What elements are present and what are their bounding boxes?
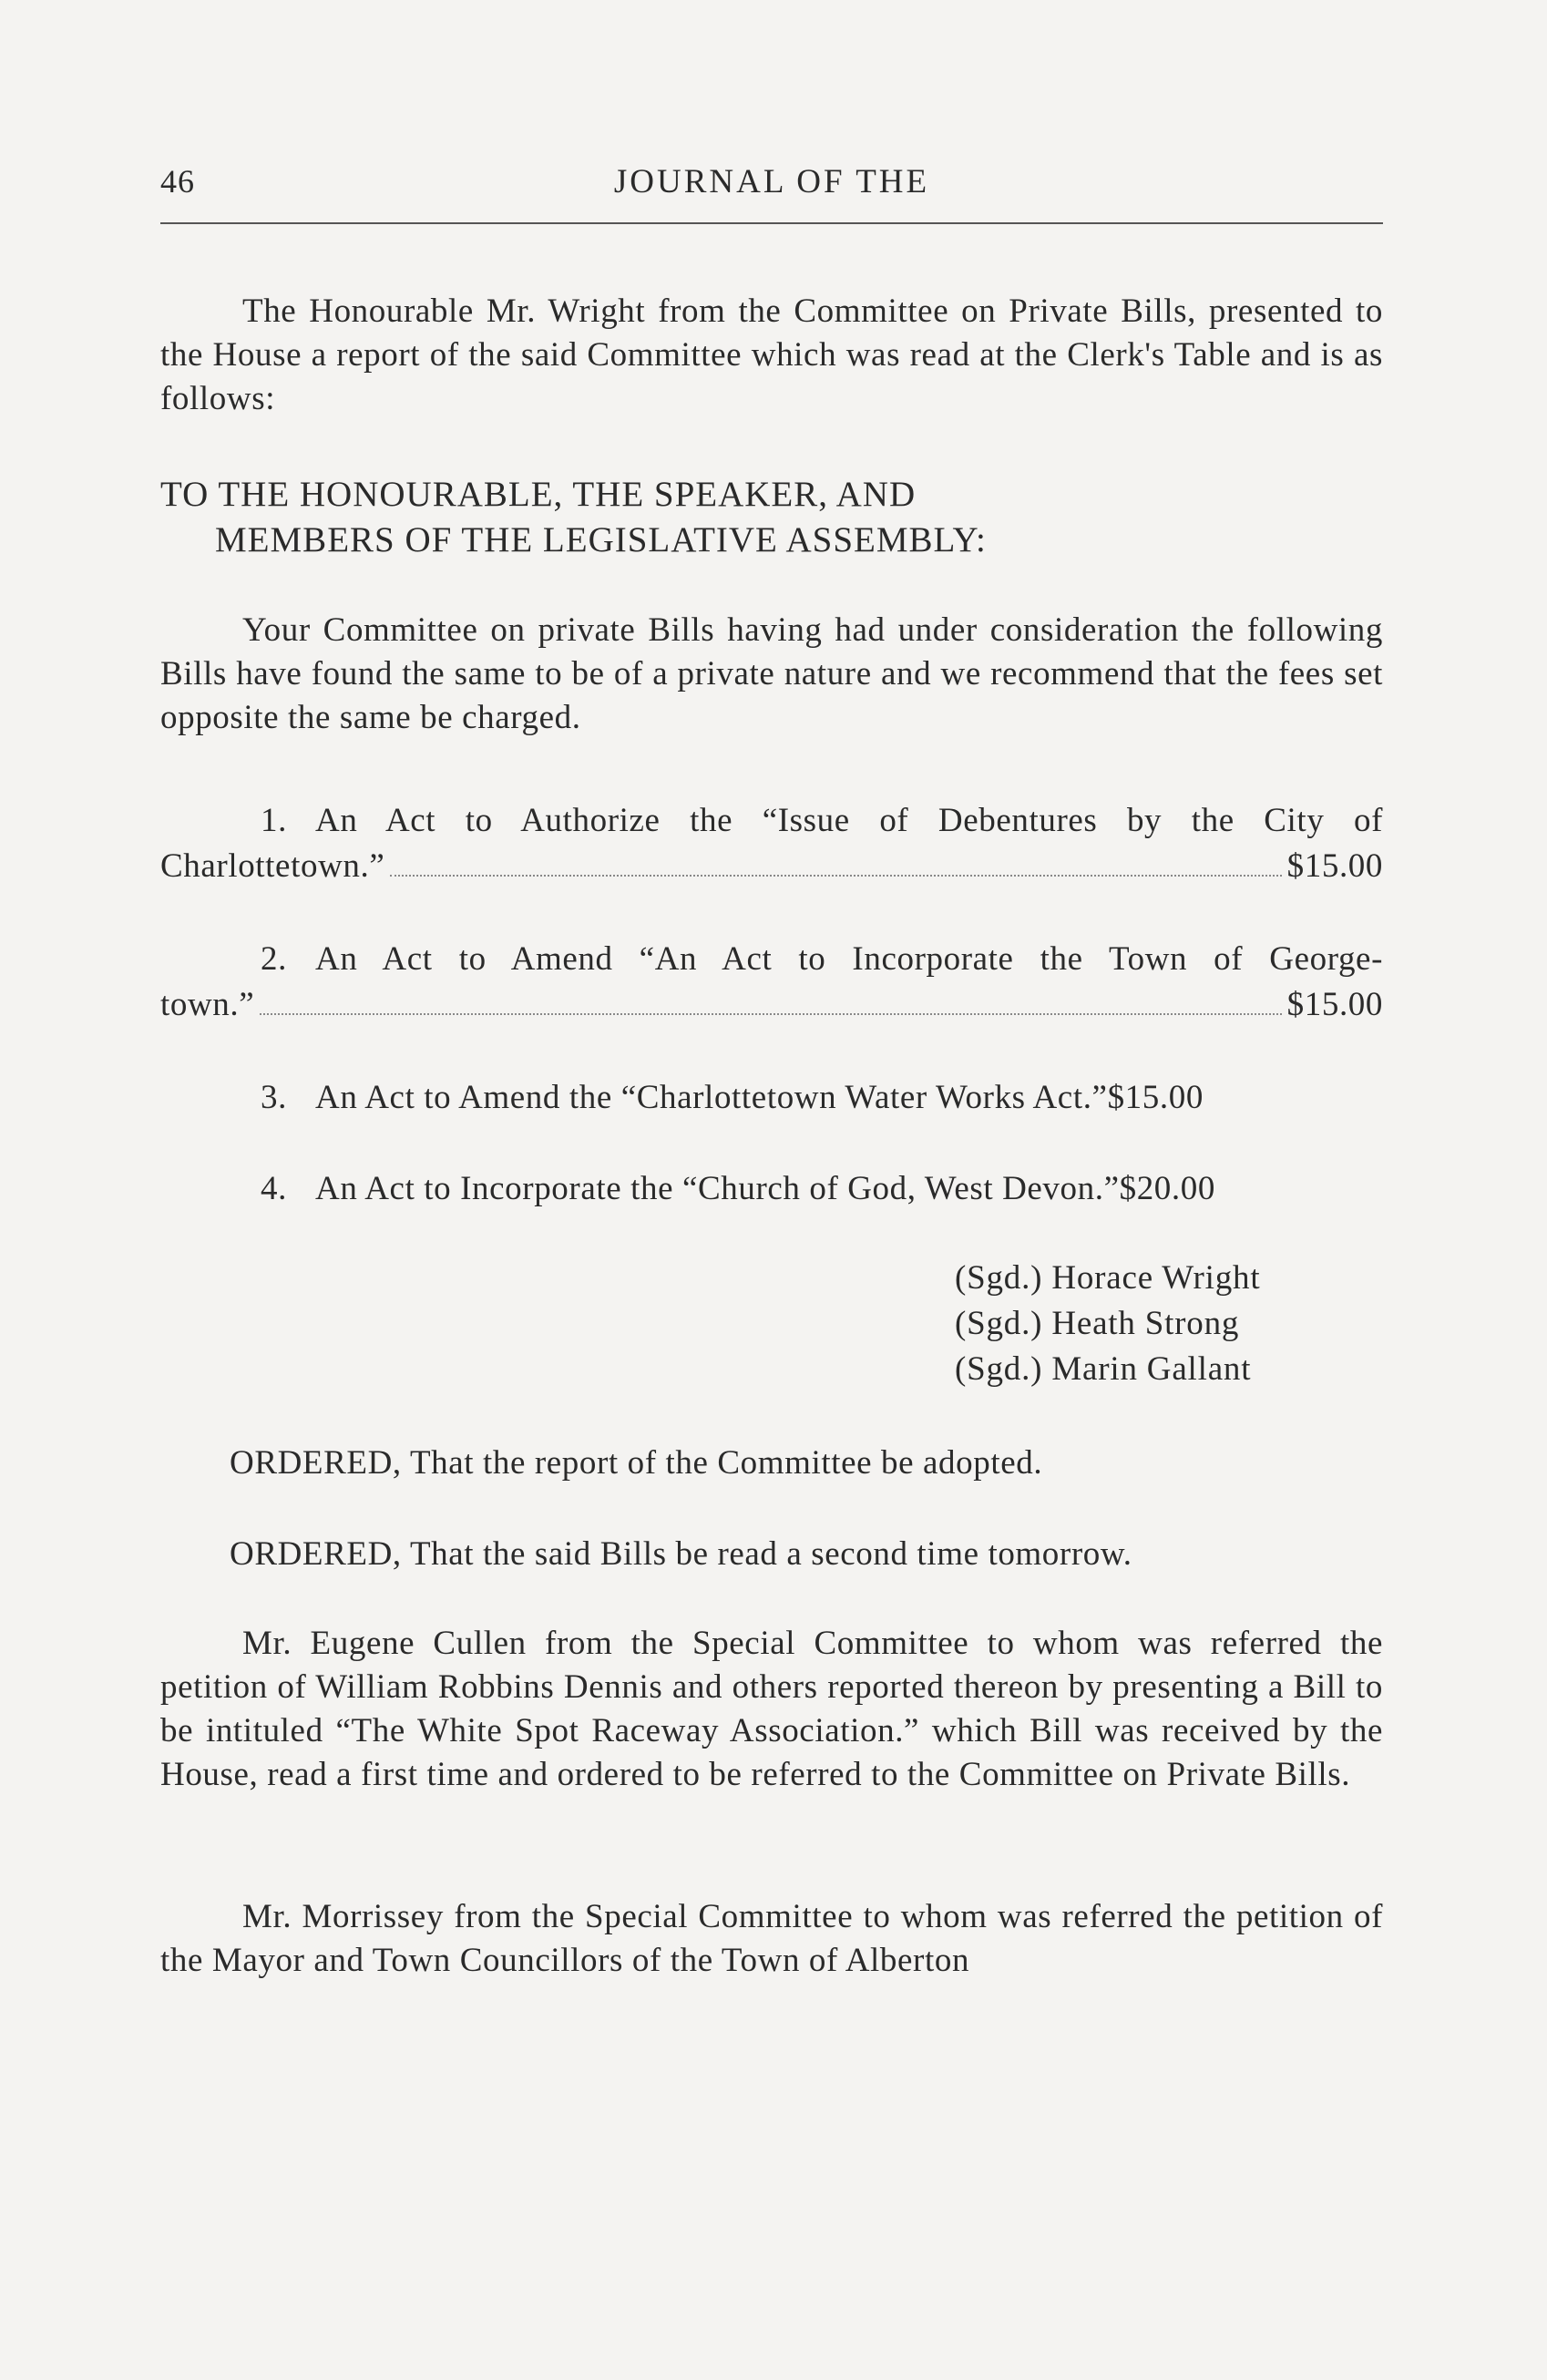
bill-title-continuation: Charlottetown.” — [160, 847, 385, 885]
journal-page — [160, 0, 1383, 2380]
bill-item-4 — [160, 1166, 1383, 1212]
address-line-2: MEMBERS OF THE LEGISLATIVE ASSEMBLY: — [215, 520, 987, 559]
bill-item-1 — [160, 798, 1383, 889]
bill-item-2-first-line — [160, 937, 1383, 982]
bill-title-continuation: town.” — [160, 986, 255, 1023]
ordered-second-reading: ORDERED, That the said Bills be read a second time tomorrow. — [230, 1535, 1132, 1573]
signature-block — [955, 1256, 1260, 1392]
signature-line: (Sgd.) Horace Wright — [955, 1259, 1261, 1297]
header-rule — [160, 222, 1383, 224]
bill-item-2 — [160, 937, 1383, 1028]
bill-item-4-line — [160, 1166, 1383, 1212]
bill-title: An Act to Amend “An Act to Incorporate the Town of George- — [315, 940, 1383, 978]
bill-number: 2. — [261, 940, 287, 978]
bill-number: 4. — [261, 1170, 287, 1207]
dot-leader — [390, 874, 1281, 877]
bill-title: An Act to Authorize the “Issue of Debentures by the City of — [315, 802, 1383, 839]
bill-title: An Act to Incorporate the “Church of God, West Devon.” — [315, 1170, 1120, 1207]
bill-item-3-line — [160, 1075, 1383, 1121]
bill-number: 1. — [261, 802, 287, 839]
bill-number: 3. — [261, 1079, 287, 1116]
intro-paragraph: The Honourable Mr. Wright from the Committee on Private Bills, presented to the House a report of the said Committee which was read at the Clerk's Table and is as follows: — [160, 292, 1383, 417]
cullen-paragraph: Mr. Eugene Cullen from the Special Committee to whom was referred the petition of William Robbins Dennis and others reported thereon by presenting a Bill to be intituled “The White Spot Raceway Association.” which Bill was received by the House, read a first time and ordered to be referred to the Committee on Private Bills. — [160, 1625, 1383, 1793]
bill-item-1-first-line — [160, 798, 1383, 844]
bill-fee: $15.00 — [1107, 1079, 1204, 1116]
address-line-1: TO THE HONOURABLE, THE SPEAKER, AND — [160, 475, 917, 514]
bill-item-1-continuation — [160, 844, 1383, 889]
bill-title: An Act to Amend the “Charlottetown Water Works Act.” — [315, 1079, 1108, 1116]
running-head: JOURNAL OF THE — [613, 163, 930, 200]
signature-line: (Sgd.) Marin Gallant — [955, 1350, 1252, 1388]
signature-line: (Sgd.) Heath Strong — [955, 1305, 1240, 1342]
page-header — [160, 162, 1383, 217]
committee-paragraph: Your Committee on private Bills having had under consideration the following Bills have found the same to be of a private nature and we recommend that the fees set opposite the same be charged. — [160, 611, 1383, 736]
bill-item-3 — [160, 1075, 1383, 1121]
bill-item-2-continuation — [160, 982, 1383, 1028]
address-heading — [160, 472, 1383, 563]
bill-fee: $20.00 — [1119, 1170, 1215, 1207]
dot-leader — [260, 1012, 1281, 1015]
page-number: 46 — [160, 163, 195, 200]
bill-fee: $15.00 — [1286, 847, 1383, 885]
ordered-adopted: ORDERED, That the report of the Committee be adopted. — [230, 1444, 1043, 1482]
bill-fee: $15.00 — [1286, 986, 1383, 1023]
morrissey-paragraph: Mr. Morrissey from the Special Committee to whom was referred the petition of the Mayor and Town Councillors of the Town of Alberton — [160, 1898, 1383, 1979]
